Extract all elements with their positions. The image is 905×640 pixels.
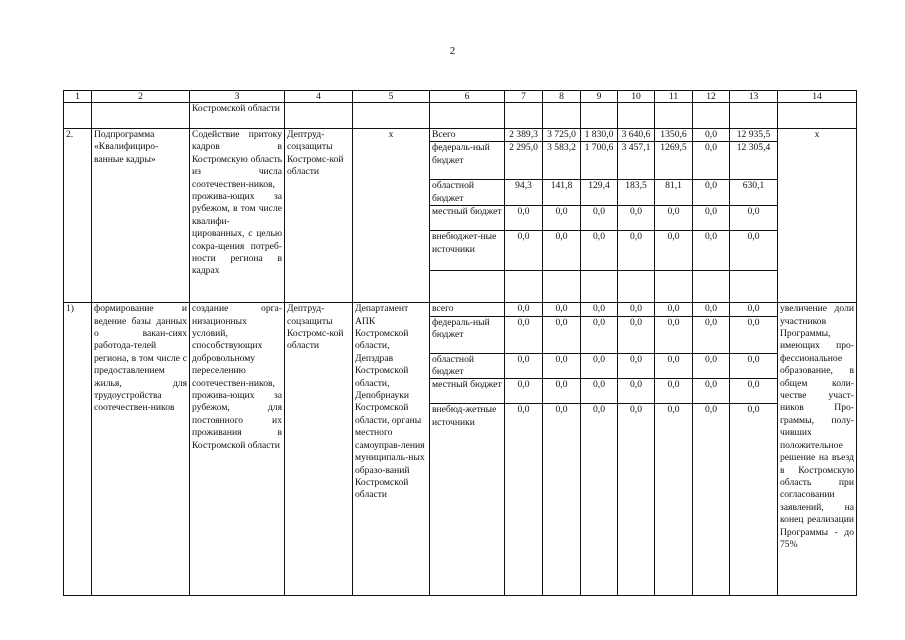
value-cell: 0,0	[693, 231, 730, 271]
header-cell: 4	[285, 91, 353, 103]
value-cell: 0,0	[693, 142, 730, 180]
value-cell: 0,0	[618, 404, 655, 596]
value-cell: 0,0	[543, 303, 581, 316]
value-cell: 0,0	[543, 353, 581, 379]
value-cell: 1269,5	[655, 142, 693, 180]
value-cell: 2 389,3	[505, 129, 543, 142]
source-cell: областной бюджет	[430, 353, 505, 379]
value-cell: 0,0	[505, 206, 543, 231]
value-cell: 0,0	[543, 404, 581, 596]
value-cell: 0,0	[618, 353, 655, 379]
header-cell: 14	[778, 91, 857, 103]
value-cell: 0,0	[581, 231, 618, 271]
participants-cell: Департамент АПК Костромской области, Депздрав Костромской области, Депобрнауки Костромской области, органы местного самоуправ-ления муниципаль-ных образо-ваний Костромской области	[353, 303, 430, 596]
source-cell: местный бюджет	[430, 379, 505, 404]
value-cell: 0,0	[730, 231, 778, 271]
result-cell: увеличение доли участников Программы, имеющих про-фессиональное образование, в общем коли-честве участ-ников Про-граммы, полу-чивших положительное решение на въезд в Костромскую область при согласовании заявлений, на конец реализации Программы - до 75%	[778, 303, 857, 596]
executor-cell: Дептруд-соцзащиты Костромс-кой области	[285, 303, 353, 596]
value-cell: 0,0	[730, 316, 778, 353]
value-cell: 0,0	[730, 404, 778, 596]
header-row	[64, 91, 857, 103]
value-cell: 183,5	[618, 180, 655, 206]
value-cell: 81,1	[655, 180, 693, 206]
goal-cell: Содействие притоку кадров в Костромскую область из числа соотечествен-ников, прожива-ющих за рубежом, в том числе квалифи-цированных, с целью сокра-щения потреб-ности региона в кадрах	[190, 129, 285, 303]
value-cell: 0,0	[693, 129, 730, 142]
value-cell: 0,0	[693, 303, 730, 316]
value-cell: 3 725,0	[543, 129, 581, 142]
value-cell: 0,0	[618, 316, 655, 353]
value-cell: 0,0	[693, 353, 730, 379]
value-cell: 0,0	[730, 303, 778, 316]
value-cell: 0,0	[655, 206, 693, 231]
value-cell: 0,0	[618, 303, 655, 316]
source-cell: федераль-ный бюджет	[430, 142, 505, 180]
value-cell: 0,0	[618, 231, 655, 271]
header-cell: 7	[505, 91, 543, 103]
value-cell: 0,0	[655, 303, 693, 316]
continuation-row	[64, 103, 857, 129]
value-cell: 0,0	[505, 379, 543, 404]
value-cell: 0,0	[693, 379, 730, 404]
value-cell: 0,0	[581, 316, 618, 353]
value-cell: 0,0	[655, 379, 693, 404]
value-cell: 0,0	[505, 353, 543, 379]
header-cell: 13	[730, 91, 778, 103]
value-cell: 630,1	[730, 180, 778, 206]
value-cell: 0,0	[543, 231, 581, 271]
value-cell: 0,0	[655, 353, 693, 379]
value-cell: 0,0	[543, 316, 581, 353]
executor-cell: Дептруд-соцзащиты Костромс-кой области	[285, 129, 353, 303]
subprogram-name: Подпрограмма «Квалифициро-ванные кадры»	[92, 129, 190, 303]
value-cell: 0,0	[618, 206, 655, 231]
header-cell: 5	[353, 91, 430, 103]
row-number: 1)	[64, 303, 92, 596]
value-cell: 0,0	[581, 353, 618, 379]
page-number: 2	[449, 45, 456, 57]
value-cell: 0,0	[655, 316, 693, 353]
value-cell: 0,0	[693, 404, 730, 596]
value-cell: 1350,6	[655, 129, 693, 142]
result-cell: х	[778, 129, 857, 303]
value-cell: 0,0	[655, 404, 693, 596]
header-cell: 1	[64, 91, 92, 103]
value-cell: 0,0	[581, 404, 618, 596]
source-cell: всего	[430, 303, 505, 316]
value-cell: 0,0	[730, 353, 778, 379]
value-cell: 0,0	[505, 303, 543, 316]
table-row	[64, 303, 857, 316]
goal-cell: Костромской области	[190, 103, 285, 129]
value-cell: 0,0	[581, 303, 618, 316]
value-cell: 94,3	[505, 180, 543, 206]
program-table	[63, 90, 857, 596]
header-cell: 8	[543, 91, 581, 103]
header-cell: 2	[92, 91, 190, 103]
value-cell: 3 583,2	[543, 142, 581, 180]
header-cell: 11	[655, 91, 693, 103]
value-cell: 0,0	[693, 180, 730, 206]
participants-cell: х	[353, 129, 430, 303]
value-cell: 0,0	[505, 316, 543, 353]
value-cell: 0,0	[655, 231, 693, 271]
value-cell: 0,0	[581, 379, 618, 404]
value-cell: 0,0	[693, 316, 730, 353]
value-cell: 0,0	[730, 379, 778, 404]
value-cell: 0,0	[581, 206, 618, 231]
value-cell: 3 640,6	[618, 129, 655, 142]
task-name: формирование и ведение базы данных о вакан-сиях работода-телей региона, в том числе с предоставлением жилья, для трудоустройства соотечествен-ников	[92, 303, 190, 596]
header-cell: 10	[618, 91, 655, 103]
source-cell: федераль-ный бюджет	[430, 316, 505, 353]
header-cell: 6	[430, 91, 505, 103]
value-cell: 1 830,0	[581, 129, 618, 142]
value-cell: 0,0	[618, 379, 655, 404]
value-cell: 12 935,5	[730, 129, 778, 142]
value-cell: 0,0	[730, 206, 778, 231]
value-cell: 3 457,1	[618, 142, 655, 180]
value-cell: 129,4	[581, 180, 618, 206]
header-cell: 9	[581, 91, 618, 103]
source-cell: Всего	[430, 129, 505, 142]
row-number: 2.	[64, 129, 92, 303]
value-cell: 141,8	[543, 180, 581, 206]
value-cell: 0,0	[505, 404, 543, 596]
value-cell: 0,0	[543, 206, 581, 231]
header-cell: 12	[693, 91, 730, 103]
value-cell: 1 700,6	[581, 142, 618, 180]
source-cell: местный бюджет	[430, 206, 505, 231]
source-cell: внебюд-жетные источники	[430, 404, 505, 596]
value-cell: 0,0	[543, 379, 581, 404]
source-cell: областной бюджет	[430, 180, 505, 206]
value-cell: 0,0	[505, 231, 543, 271]
header-cell: 3	[190, 91, 285, 103]
value-cell: 0,0	[693, 206, 730, 231]
value-cell: 12 305,4	[730, 142, 778, 180]
table-row	[64, 129, 857, 142]
value-cell: 2 295,0	[505, 142, 543, 180]
goal-cell: создание орга-низационных условий, способствующих добровольному переселению соотечествен-ников, прожива-ющих за рубежом, для постоянного их проживания в Костромской области	[190, 303, 285, 596]
source-cell: внебюджет-ные источники	[430, 231, 505, 271]
